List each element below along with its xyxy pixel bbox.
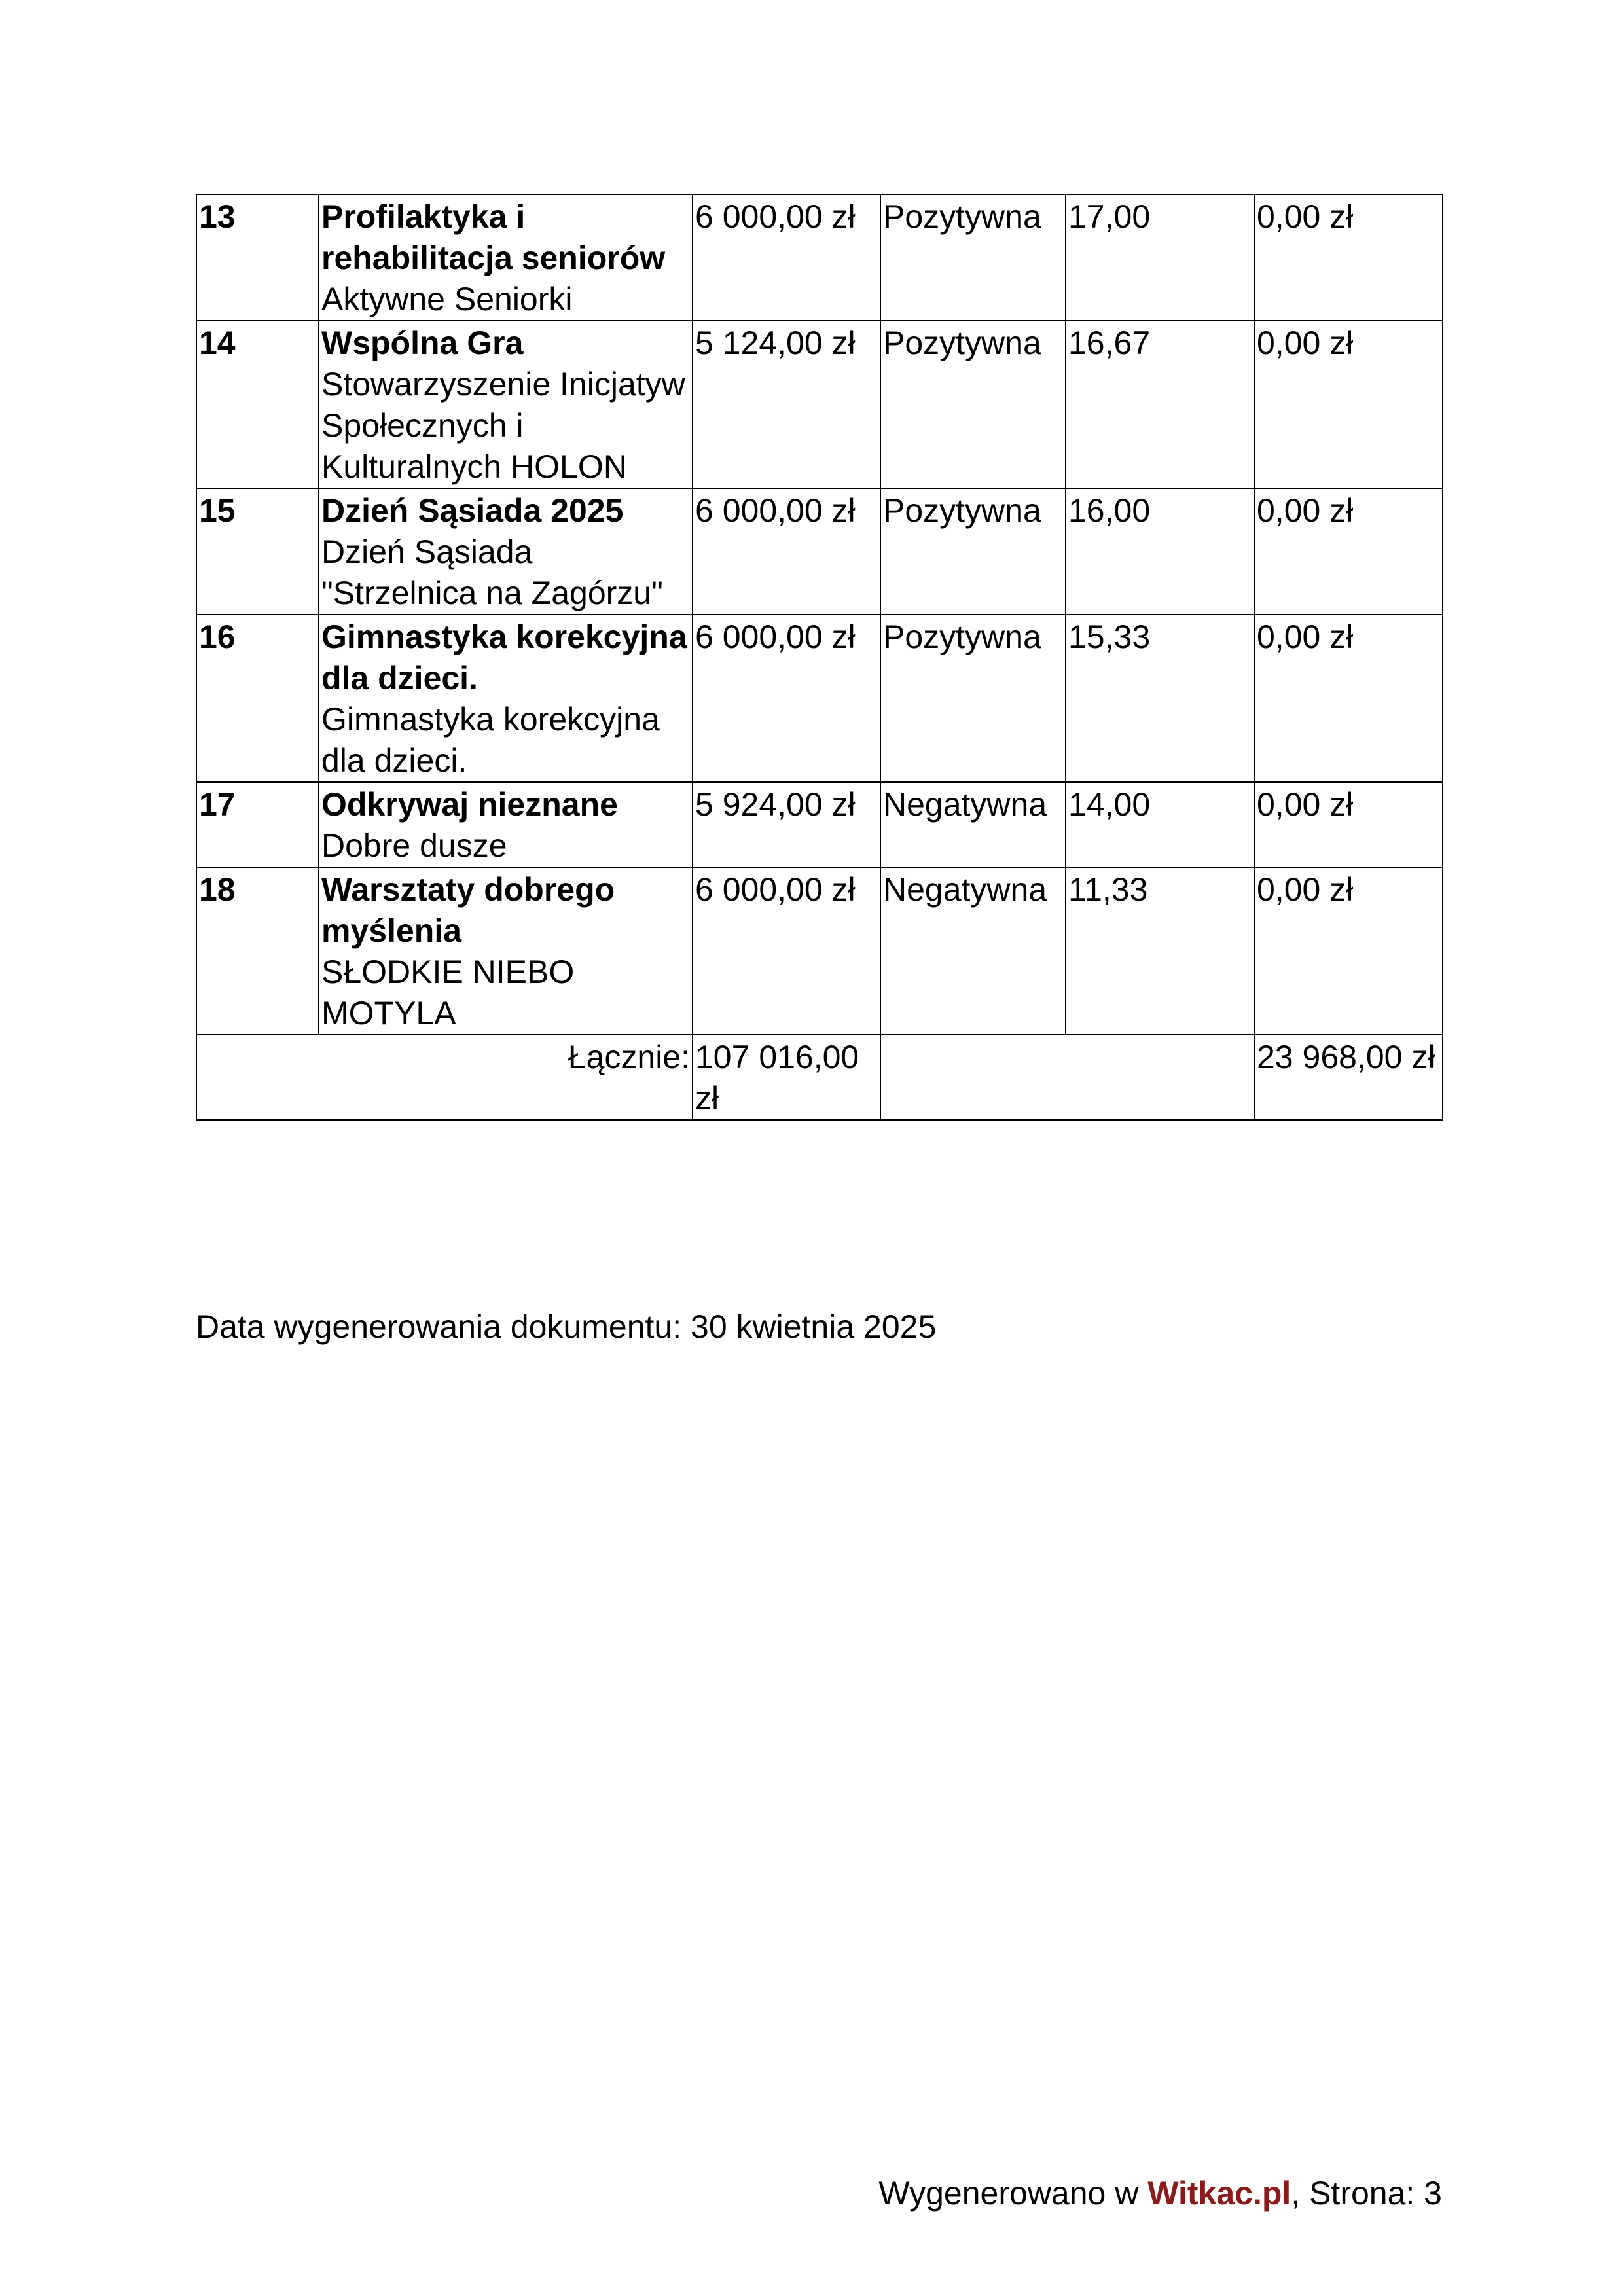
total-label: Łącznie: bbox=[196, 1035, 693, 1120]
project-organization: SŁODKIE NIEBO MOTYLA bbox=[321, 954, 575, 1031]
project-cell bbox=[319, 321, 693, 488]
formal-rating: Pozytywna bbox=[880, 615, 1066, 782]
score: 15,33 bbox=[1066, 615, 1254, 782]
project-title: Gimnastyka korekcyjna dla dzieci. bbox=[321, 619, 687, 696]
brand-link[interactable]: Witkac.pl bbox=[1147, 2175, 1291, 2212]
table-row bbox=[196, 194, 1443, 321]
table-row bbox=[196, 488, 1443, 615]
formal-rating: Pozytywna bbox=[880, 321, 1066, 488]
generation-date: Data wygenerowania dokumentu: 30 kwietnia 2025 bbox=[196, 1308, 937, 1345]
formal-rating: Negatywna bbox=[880, 782, 1066, 867]
score: 16,67 bbox=[1066, 321, 1254, 488]
requested-amount: 5 924,00 zł bbox=[693, 782, 880, 867]
project-title: Dzień Sąsiada 2025 bbox=[321, 492, 624, 529]
score: 17,00 bbox=[1066, 194, 1254, 321]
row-number: 15 bbox=[196, 488, 319, 615]
project-title: Warsztaty dobrego myślenia bbox=[321, 871, 615, 949]
project-organization: Dzień Sąsiada "Strzelnica na Zagórzu" bbox=[321, 533, 663, 611]
project-title: Odkrywaj nieznane bbox=[321, 786, 618, 823]
project-cell bbox=[319, 615, 693, 782]
table-row bbox=[196, 321, 1443, 488]
table-row bbox=[196, 867, 1443, 1035]
project-organization: Aktywne Seniorki bbox=[321, 281, 573, 317]
requested-amount: 6 000,00 zł bbox=[693, 867, 880, 1035]
granted-amount: 0,00 zł bbox=[1254, 782, 1443, 867]
requested-amount: 6 000,00 zł bbox=[693, 488, 880, 615]
granted-amount: 0,00 zł bbox=[1254, 194, 1443, 321]
footer-page-number: , Strona: 3 bbox=[1291, 2175, 1442, 2212]
total-granted-amount: 23 968,00 zł bbox=[1254, 1035, 1443, 1120]
project-organization: Gimnastyka korekcyjna dla dzieci. bbox=[321, 701, 660, 779]
requested-amount: 6 000,00 zł bbox=[693, 615, 880, 782]
row-number: 16 bbox=[196, 615, 319, 782]
page-footer bbox=[878, 2173, 1442, 2214]
formal-rating: Pozytywna bbox=[880, 488, 1066, 615]
granted-amount: 0,00 zł bbox=[1254, 488, 1443, 615]
project-title: Wspólna Gra bbox=[321, 325, 524, 361]
row-number: 13 bbox=[196, 194, 319, 321]
formal-rating: Negatywna bbox=[880, 867, 1066, 1035]
formal-rating: Pozytywna bbox=[880, 194, 1066, 321]
footer-prefix: Wygenerowano w bbox=[878, 2175, 1148, 2212]
project-cell bbox=[319, 782, 693, 867]
project-cell bbox=[319, 194, 693, 321]
total-row bbox=[196, 1035, 1443, 1120]
total-requested-amount: 107 016,00 zł bbox=[693, 1035, 880, 1120]
requested-amount: 6 000,00 zł bbox=[693, 194, 880, 321]
score: 16,00 bbox=[1066, 488, 1254, 615]
granted-amount: 0,00 zł bbox=[1254, 615, 1443, 782]
row-number: 18 bbox=[196, 867, 319, 1035]
project-title: Profilaktyka i rehabilitacja seniorów bbox=[321, 198, 666, 276]
requested-amount: 5 124,00 zł bbox=[693, 321, 880, 488]
project-organization: Stowarzyszenie Inicjatyw Społecznych i Kulturalnych HOLON bbox=[321, 366, 685, 485]
granted-amount: 0,00 zł bbox=[1254, 867, 1443, 1035]
granted-amount: 0,00 zł bbox=[1254, 321, 1443, 488]
total-empty-cell bbox=[880, 1035, 1254, 1120]
project-cell bbox=[319, 867, 693, 1035]
table-row bbox=[196, 615, 1443, 782]
project-cell bbox=[319, 488, 693, 615]
table-row bbox=[196, 782, 1443, 867]
score: 14,00 bbox=[1066, 782, 1254, 867]
score: 11,33 bbox=[1066, 867, 1254, 1035]
row-number: 17 bbox=[196, 782, 319, 867]
results-table bbox=[196, 194, 1443, 1121]
row-number: 14 bbox=[196, 321, 319, 488]
project-organization: Dobre dusze bbox=[321, 827, 507, 864]
